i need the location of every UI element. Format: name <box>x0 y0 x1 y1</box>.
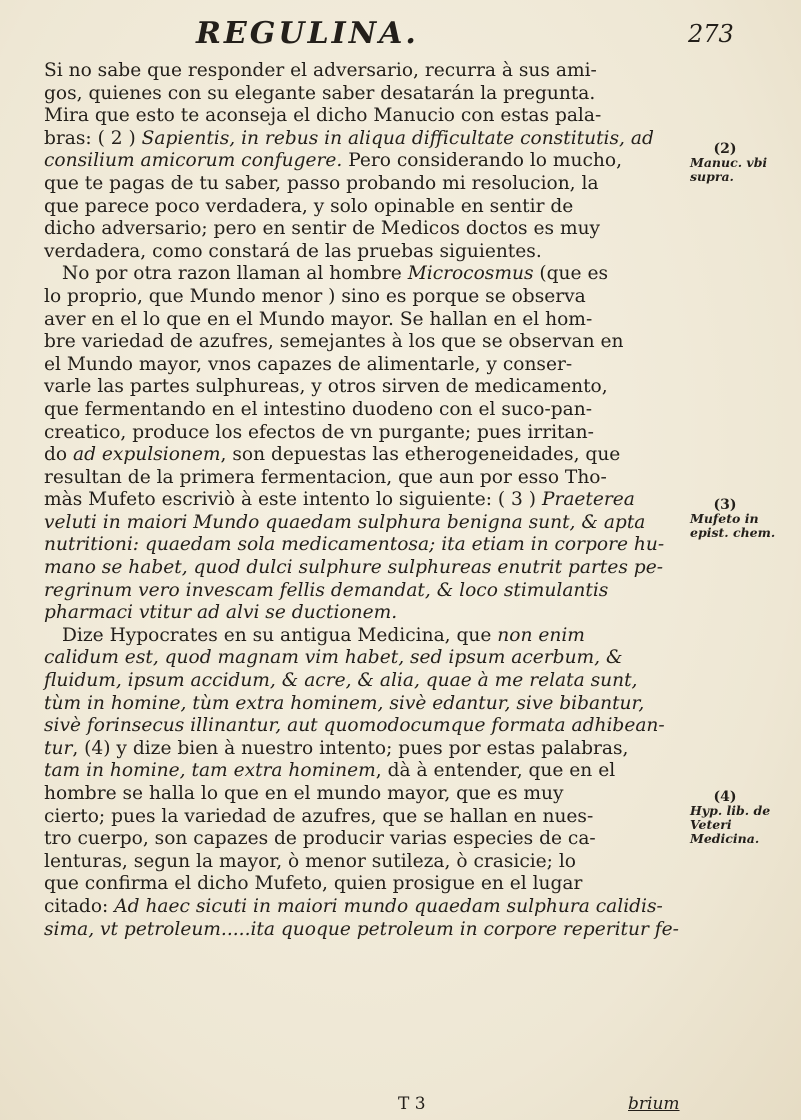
text-line <box>44 738 684 761</box>
latin-quotation: calidum est, quod magnam vim habet, sed ipsum acerbum, & <box>44 647 623 669</box>
text-line <box>44 105 684 128</box>
latin-quotation: non enim <box>497 624 585 646</box>
catchword: brium <box>628 1094 680 1114</box>
text-line <box>44 399 684 422</box>
margin-note-text: Mufeto in epist. chem. <box>690 511 776 540</box>
text-line <box>44 376 684 399</box>
text-run: tro cuerpo, son capazes de producir varias especies de ca- <box>44 828 596 850</box>
text-line <box>44 489 684 512</box>
text-line <box>44 828 684 851</box>
text-line <box>44 467 684 490</box>
text-run: resultan de la primera fermentacion, que aun por esso Tho- <box>44 466 607 488</box>
text-line <box>44 647 684 670</box>
latin-quotation: ad expulsionem <box>73 444 221 466</box>
latin-quotation: mano se habet, quod dulci sulphure sulphureas enutrit partes pe- <box>44 557 663 579</box>
page-number: 273 <box>688 20 734 48</box>
text-run: varle las partes sulphureas, y otros sirven de medicamento, <box>44 376 608 398</box>
text-line <box>44 693 684 716</box>
latin-quotation: Sapientis, in rebus in aliqua difficultate constitutis, ad <box>141 127 654 149</box>
margin-note-text: Hyp. lib. de Veteri Medicina. <box>690 803 771 846</box>
body-text <box>44 60 684 941</box>
latin-quotation: nutritioni: <box>44 534 145 556</box>
text-run: aver en el lo que en el Mundo mayor. Se hallan en el hom- <box>44 308 593 330</box>
text-line <box>44 60 684 83</box>
text-line <box>44 557 684 580</box>
text-line <box>44 602 684 625</box>
text-run: lo proprio, que Mundo menor ) sino es porque se observa <box>44 285 586 307</box>
latin-quotation: quaedam sola medicamentosa; ita etiam in corpore hu- <box>144 534 665 556</box>
text-line <box>44 715 684 738</box>
text-run: bre variedad de azufres, semejantes à los que se observan en <box>44 331 624 353</box>
text-run: Pero considerando lo mucho, <box>342 150 622 172</box>
text-line <box>44 534 684 557</box>
latin-quotation: veluti in maiori Mundo quaedam sulphura benigna sunt, & apta <box>44 511 646 533</box>
text-line <box>44 309 684 332</box>
latin-quotation: pharmaci vtitur ad alvi se ductionem. <box>44 602 398 624</box>
page-header <box>0 16 801 56</box>
text-line <box>44 196 684 219</box>
margin-note-number: (3) <box>713 497 737 513</box>
text-line <box>44 331 684 354</box>
text-run: , dà à entender, que en el <box>375 760 616 782</box>
text-line <box>44 128 684 151</box>
latin-quotation: Praeterea <box>541 489 635 511</box>
text-line <box>44 851 684 874</box>
text-run: verdadera, como constará de las pruebas siguientes. <box>44 240 542 262</box>
margin-note-3 <box>690 498 798 540</box>
text-run: creatico, produce los efectos de vn purgante; pues irritan- <box>44 421 594 443</box>
text-run: que confirma el dicho Mufeto, quien prosigue en el lugar <box>44 873 583 895</box>
text-line <box>44 218 684 241</box>
text-run: lenturas, segun la mayor, ò menor sutileza, ò crasicie; lo <box>44 850 577 872</box>
text-run: citado: <box>44 895 115 917</box>
text-line <box>44 783 684 806</box>
margin-note-number: (2) <box>713 141 737 157</box>
text-line <box>44 263 684 286</box>
latin-quotation: Microcosmus <box>407 263 534 285</box>
text-run: Dize Hypocrates en su antigua Medicina, que <box>62 624 498 646</box>
text-line <box>44 444 684 467</box>
latin-quotation: sima, vt petroleum.....ita quoque petroleum in corpore reperitur fe- <box>44 918 679 940</box>
text-line <box>44 241 684 264</box>
latin-quotation: consilium amicorum confugere. <box>44 150 343 172</box>
text-line <box>44 806 684 829</box>
running-head: REGULINA. <box>196 16 419 51</box>
text-run: cierto; pues la variedad de azufres, que se hallan en nues- <box>44 805 594 827</box>
margin-note-4 <box>690 790 798 846</box>
text-run: Mira que esto te aconseja el dicho Manucio con estas pala- <box>44 105 602 127</box>
text-line <box>44 919 684 942</box>
text-run: gos, quienes con su elegante saber desatarán la pregunta. <box>44 82 596 104</box>
text-line <box>44 580 684 603</box>
text-run: hombre se halla lo que en el mundo mayor, que es muy <box>44 783 564 804</box>
text-run: que parece poco verdadera, y solo opinable en sentir de <box>44 195 574 217</box>
text-line <box>44 760 684 783</box>
page-footer <box>0 1094 801 1118</box>
latin-quotation: regrinum vero invescam fellis demandat, & loco stimulantis <box>44 579 609 601</box>
text-line <box>44 286 684 309</box>
text-run: màs Mufeto escriviò à este intento lo siguiente: ( 3 ) <box>44 489 542 511</box>
text-run: (que es <box>533 263 608 285</box>
text-line <box>44 670 684 693</box>
latin-quotation: tam in homine, tam extra hominem <box>44 760 376 782</box>
text-line <box>44 873 684 896</box>
latin-quotation: tùm in homine, tùm extra hominem, sivè edantur, sive bibantur, <box>44 692 645 714</box>
margin-note-text: Manuc. vbi supra. <box>690 155 768 184</box>
signature-mark: T 3 <box>398 1094 426 1114</box>
text-run: que fermentando en el intestino duodeno con el suco-pan- <box>44 398 592 420</box>
text-run: Si no sabe que responder el adversario, recurra à sus ami- <box>44 60 597 81</box>
text-line <box>44 354 684 377</box>
text-run: No por otra razon llaman al hombre <box>62 263 408 285</box>
text-line <box>44 422 684 445</box>
margin-note-2 <box>690 142 798 184</box>
margin-note-number: (4) <box>713 789 737 805</box>
text-run: , (4) y dize bien à nuestro intento; pues por estas palabras, <box>72 737 629 759</box>
text-line <box>44 625 684 648</box>
text-line <box>44 896 684 919</box>
latin-quotation: tur <box>44 737 73 759</box>
latin-quotation: fluidum, ipsum accidum, & acre, & alia, quae à me relata sunt, <box>44 670 638 692</box>
text-run: , son depuestas las etherogeneidades, que <box>220 444 621 466</box>
text-run: dicho adversario; pero en sentir de Medicos doctos es muy <box>44 218 601 240</box>
text-line <box>44 83 684 106</box>
text-run: que te pagas de tu saber, passo probando mi resolucion, la <box>44 172 599 194</box>
text-line <box>44 512 684 535</box>
latin-quotation: sivè forinsecus illinantur, aut quomodocumque formata adhibean- <box>44 715 665 737</box>
text-line <box>44 150 684 173</box>
text-line <box>44 173 684 196</box>
latin-quotation: Ad haec sicuti in maiori mundo quaedam sulphura calidis- <box>114 895 663 917</box>
text-run: el Mundo mayor, vnos capazes de alimentarle, y conser- <box>44 353 573 375</box>
text-run: do <box>44 444 74 466</box>
text-run: bras: ( 2 ) <box>44 127 142 149</box>
